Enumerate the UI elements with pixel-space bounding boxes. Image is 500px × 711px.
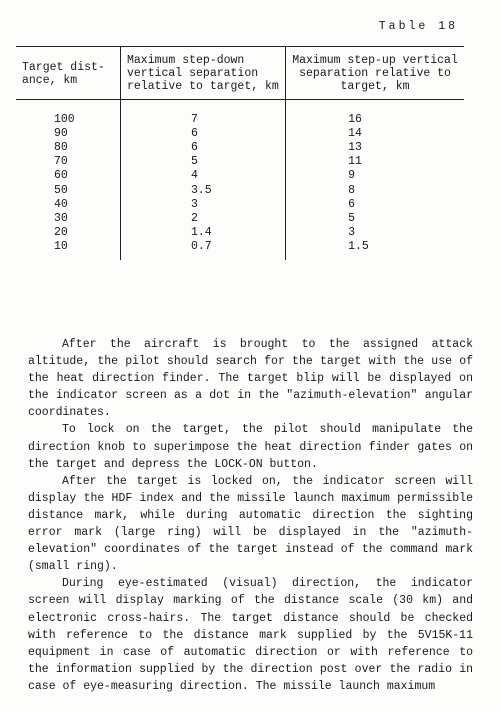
cell-step-up: 8 <box>286 183 464 197</box>
body-text <box>28 336 473 695</box>
table-label: Table 18 <box>378 20 458 33</box>
cell-step-up: 9 <box>286 169 464 183</box>
cell-target-distance: 70 <box>54 155 68 169</box>
cell-target-distance: 40 <box>54 197 68 211</box>
cell-step-down: 6 <box>121 140 286 154</box>
table-row <box>16 183 464 197</box>
cell-step-down: 6 <box>121 126 286 140</box>
table-row <box>16 126 464 140</box>
table-row <box>16 155 464 169</box>
cell-target-distance: 30 <box>54 211 68 225</box>
paragraph: During eye-estimated (visual) direction, the indicator screen will display marking of the distance scale (30 km) and electronic cross-hairs. The target distance should be checked with reference to the distance mark supplied by the 5V15K-11 equipment in case of automatic direction or with reference to the information supplied by the direction post over the radio in case of eye-measuring direction. The missile launch maximum <box>28 577 473 693</box>
column-header-label: Maximum step-down vertical separation relative to target, km <box>127 54 279 93</box>
table-row <box>16 169 464 183</box>
cell-step-down: 2 <box>121 211 286 225</box>
table-body <box>16 100 464 260</box>
cell-target-distance: 50 <box>54 183 68 197</box>
column-header-target-distance <box>16 47 121 100</box>
table-row <box>16 240 464 260</box>
cell-step-down: 1.4 <box>121 226 286 240</box>
table-header-row <box>16 47 464 100</box>
cell-step-up: 3 <box>286 226 464 240</box>
column-header-label: Target dist- ance, km <box>22 61 105 87</box>
paragraph: To lock on the target, the pilot should manipulate the direction knob to superimpose the heat direction finder gates on the target and depress the LOCK-ON button. <box>28 423 473 471</box>
cell-step-up: 6 <box>286 197 464 211</box>
cell-target-distance: 80 <box>54 140 68 154</box>
column-header-label: Maximum step-up vertical separation relative to target, km <box>292 54 458 93</box>
table-row <box>16 226 464 240</box>
table-row <box>16 197 464 211</box>
paragraph: After the aircraft is brought to the assigned attack altitude, the pilot should search for the target with the use of the heat direction finder. The target blip will be displayed on the indicator screen as a dot in the "azimuth-elevation" angular coordinates. <box>28 338 473 420</box>
cell-step-up: 16 <box>286 100 464 127</box>
cell-target-distance: 10 <box>54 240 68 254</box>
table-row <box>16 140 464 154</box>
cell-step-down: 4 <box>121 169 286 183</box>
cell-step-down: 5 <box>121 155 286 169</box>
cell-step-up: 14 <box>286 126 464 140</box>
table-row <box>16 100 464 127</box>
cell-target-distance: 20 <box>54 226 68 240</box>
cell-step-down: 3.5 <box>121 183 286 197</box>
cell-step-up: 5 <box>286 211 464 225</box>
cell-step-down: 0.7 <box>121 240 286 260</box>
column-header-step-down <box>121 47 286 100</box>
cell-step-down: 3 <box>121 197 286 211</box>
cell-step-up: 11 <box>286 155 464 169</box>
separation-table <box>16 46 464 260</box>
paragraph: After the target is locked on, the indicator screen will display the HDF index and the missile launch maximum permissible distance mark, while during automatic direction the sighting error mark (large ring) will be displayed in the "azimuth-elevation" coordinates of the target instead of the command mark (small ring). <box>28 474 473 574</box>
cell-target-distance: 90 <box>54 126 68 140</box>
cell-target-distance: 60 <box>54 169 68 183</box>
column-header-step-up <box>286 47 464 100</box>
cell-step-down: 7 <box>121 100 286 127</box>
cell-step-up: 1.5 <box>286 240 464 260</box>
table-row <box>16 211 464 225</box>
cell-step-up: 13 <box>286 140 464 154</box>
cell-target-distance: 100 <box>54 112 75 126</box>
